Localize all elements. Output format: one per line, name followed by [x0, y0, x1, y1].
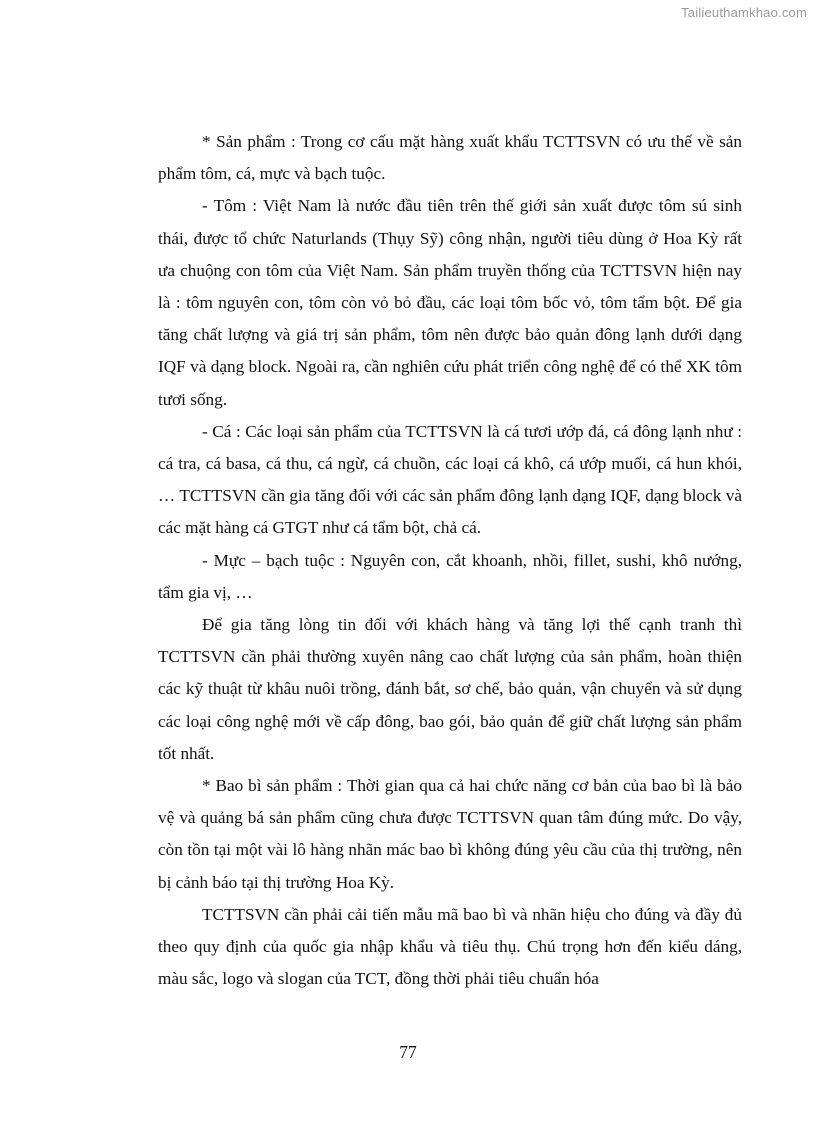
paragraph-products: * Sản phẩm : Trong cơ cấu mặt hàng xuất khẩu TCTTSVN có ưu thế về sản phẩm tôm, cá, mực và bạch tuộc.: [158, 132, 742, 184]
paragraph-packaging: * Bao bì sản phẩm : Thời gian qua cả hai chức năng cơ bản của bao bì là bảo vệ và quảng bá sản phẩm cũng chưa được TCTTSVN quan tâm đúng mức. Do vậy, còn tồn tại một vài lô hàng nhãn mác bao bì không đúng yêu cầu của thị trường, nên bị cảnh báo tại thị trường Hoa Kỳ.: [158, 776, 742, 892]
paragraph-packaging-improvement: TCTTSVN cần phải cải tiến mẫu mã bao bì và nhãn hiệu cho đúng và đầy đủ theo quy định của quốc gia nhập khẩu và tiêu thụ. Chú trọng hơn đến kiểu dáng, màu sắc, logo và slogan của TCT, đồng thời phải tiêu chuẩn hóa: [158, 904, 742, 989]
document-body: [158, 126, 742, 995]
paragraph-quality: Để gia tăng lòng tin đối với khách hàng và tăng lợi thế cạnh tranh thì TCTTSVN cần phải thường xuyên nâng cao chất lượng của sản phẩm, hoàn thiện các kỹ thuật từ khâu nuôi trồng, đánh bắt, sơ chế, bảo quản, vận chuyển và sử dụng các loại công nghệ mới về cấp đông, bao gói, bảo quản để giữ chất lượng sản phẩm tốt nhất.: [158, 615, 742, 763]
paragraph-fish: - Cá : Các loại sản phẩm của TCTTSVN là cá tươi ướp đá, cá đông lạnh như : cá tra, cá basa, cá thu, cá ngừ, cá chuồn, các loại cá khô, cá ướp muối, cá hun khói, … TCTTSVN cần gia tăng đối với các sản phẩm đông lạnh dạng IQF, dạng block và các mặt hàng cá GTGT như cá tẩm bột, chả cá.: [158, 421, 742, 538]
watermark-text: Tailieuthamkhao.com: [681, 5, 807, 20]
page-number: 77: [399, 1042, 417, 1062]
paragraph-shrimp: - Tôm : Việt Nam là nước đầu tiên trên thế giới sản xuất được tôm sú sinh thái, được tổ chức Naturlands (Thụy Sỹ) công nhận, người tiêu dùng ở Hoa Kỳ rất ưa chuộng con tôm của Việt Nam. Sản phẩm truyền thống của TCTTSVN hiện nay là : tôm nguyên con, tôm còn vỏ bỏ đầu, các loại tôm bốc vỏ, tôm tẩm bột. Để gia tăng chất lượng và giá trị sản phẩm, tôm nên được bảo quản đông lạnh dưới dạng IQF và dạng block. Ngoài ra, cần nghiên cứu phát triển công nghệ để có thể XK tôm tươi sống.: [158, 196, 742, 409]
paragraph-squid-octopus: - Mực – bạch tuộc : Nguyên con, cắt khoanh, nhồi, fillet, sushi, khô nướng, tẩm gia vị, …: [158, 550, 742, 602]
